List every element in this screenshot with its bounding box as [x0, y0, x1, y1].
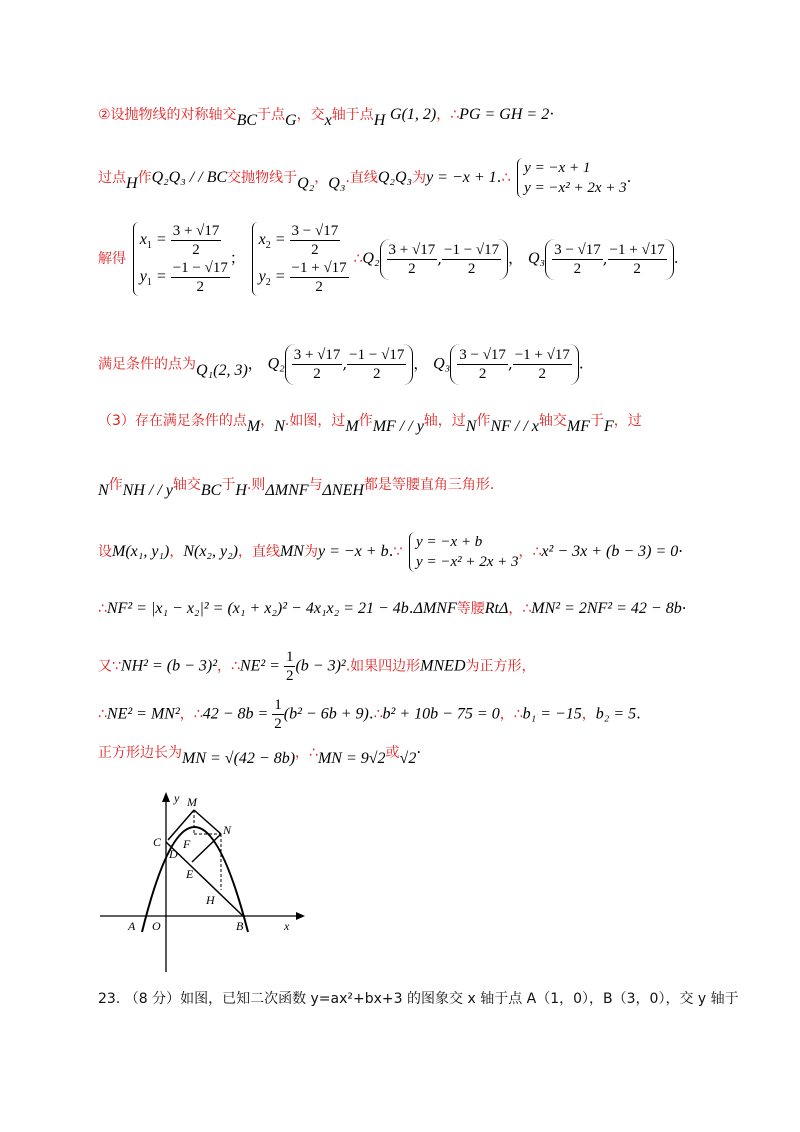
line-9: 又∵NH² = (b − 3)²，∴NE² = $\frac{1}{2}$ (b − 3)².如果四边形MNED为正方形，: [98, 649, 536, 684]
line-11: 正方形边长为MN = √(42 − 8b)，∴MN = 9√2或√2·: [98, 743, 422, 767]
label-o: O: [152, 919, 161, 933]
label-y: y: [174, 791, 180, 805]
label-h: H: [206, 893, 215, 907]
question-23-text: 23. （8 分）如图，已知二次函数 y=ax²+bx+3 的图象交 x 轴于点 A（1，0），B（3，0），交 y 轴于: [98, 991, 739, 1007]
line-3: 解得 $x_1$ = $\frac{3 + √17}{2}$ $y_1$ = $\frac{-1 - √17}{2}$ ； $x_2$ = $\frac{3 - √17}{2}$ $y_2$ = $\frac{-1 + √17}{2}$ ∴Q₂ $\frac{3 + √17}{2}$ , $\frac{-1 - √17}{2}$ ， Q₃ $\frac{3 - √17}{2}$ , $\frac{-1 + √17}{2}$ .: [98, 223, 679, 295]
line-5: （3）存在满足条件的点M，N.如图，过M作MF / / y轴，过N作NF / / x轴交MF于F，过: [98, 413, 642, 435]
label-a: A: [128, 919, 136, 933]
system-brace-1: y = −x + 1 y = −x² + 2x + 3: [517, 158, 626, 198]
line-8: ∴NF² = |x₁ − x₂|² = (x₁ + x₂)² − 4x₁x₂ = 21 − 4b.ΔMNF等腰RtΔ，∴MN² = 2NF² = 42 − 8b·: [98, 599, 687, 617]
system-brace-2: y = −x + b y = −x² + 2x + 3: [409, 532, 518, 572]
label-b: B: [236, 919, 244, 933]
y-axis-arrow: [162, 792, 170, 802]
label-d: D: [169, 847, 178, 861]
parabola-figure: [96, 786, 316, 980]
line-md: [168, 810, 194, 840]
solution-brace-1: $x_1$ = $\frac{3 + √17}{2}$ $y_1$ = $\frac{-1 - √17}{2}$: [133, 222, 230, 296]
line-4: 满足条件的点为Q₁(2, 3)， Q₂ $\frac{3 + √17}{2}$ , $\frac{-1 - √17}{2}$ ， Q₃ $\frac{3 - √17}{2}$ , $\frac{-1 + √17}{2}$ .: [98, 344, 584, 385]
x-axis-arrow: [296, 912, 305, 920]
solution-brace-2: $x_2$ = $\frac{3 - √17}{2}$ $y_2$ = $\frac{-1 + √17}{2}$: [252, 222, 349, 296]
label-n: N: [223, 823, 232, 837]
line-1: ②设抛物线的对称轴交BC于点G，交x轴于点H G(1, 2)，∴PG = GH = 2·: [98, 106, 555, 129]
line-10: ∴NE² = MN²，∴42 − 8b = $\frac{1}{2}$ (b² − 6b + 9).∴b² + 10b − 75 = 0，∴b₁ = −15，b₂ = 5.: [98, 697, 641, 732]
label-m: M: [187, 795, 197, 809]
label-f: F: [183, 837, 191, 851]
line-6: N作NH / / y轴交BC于H.则ΔMNF与ΔNEH都是等腰直角三角形.: [98, 477, 495, 499]
label-c: C: [153, 835, 162, 849]
line-2: 过点H作Q₂Q₃ / / BC交抛物线于Q₂，Q₃.直线Q₂Q₃为y = −x + 1.∴ y = −x + 1 y = −x² + 2x + 3 .: [98, 160, 632, 196]
line-mn: [194, 810, 221, 834]
label-e: E: [186, 867, 194, 881]
line-7: 设M(x₁, y₁)，N(x₂, y₂)，直线MN为y = −x + b.∵ y = −x + b y = −x² + 2x + 3 ，∴x² − 3x + (b − 3) = 0·: [98, 534, 684, 570]
label-x: x: [284, 919, 290, 933]
line-ne: [192, 834, 221, 862]
